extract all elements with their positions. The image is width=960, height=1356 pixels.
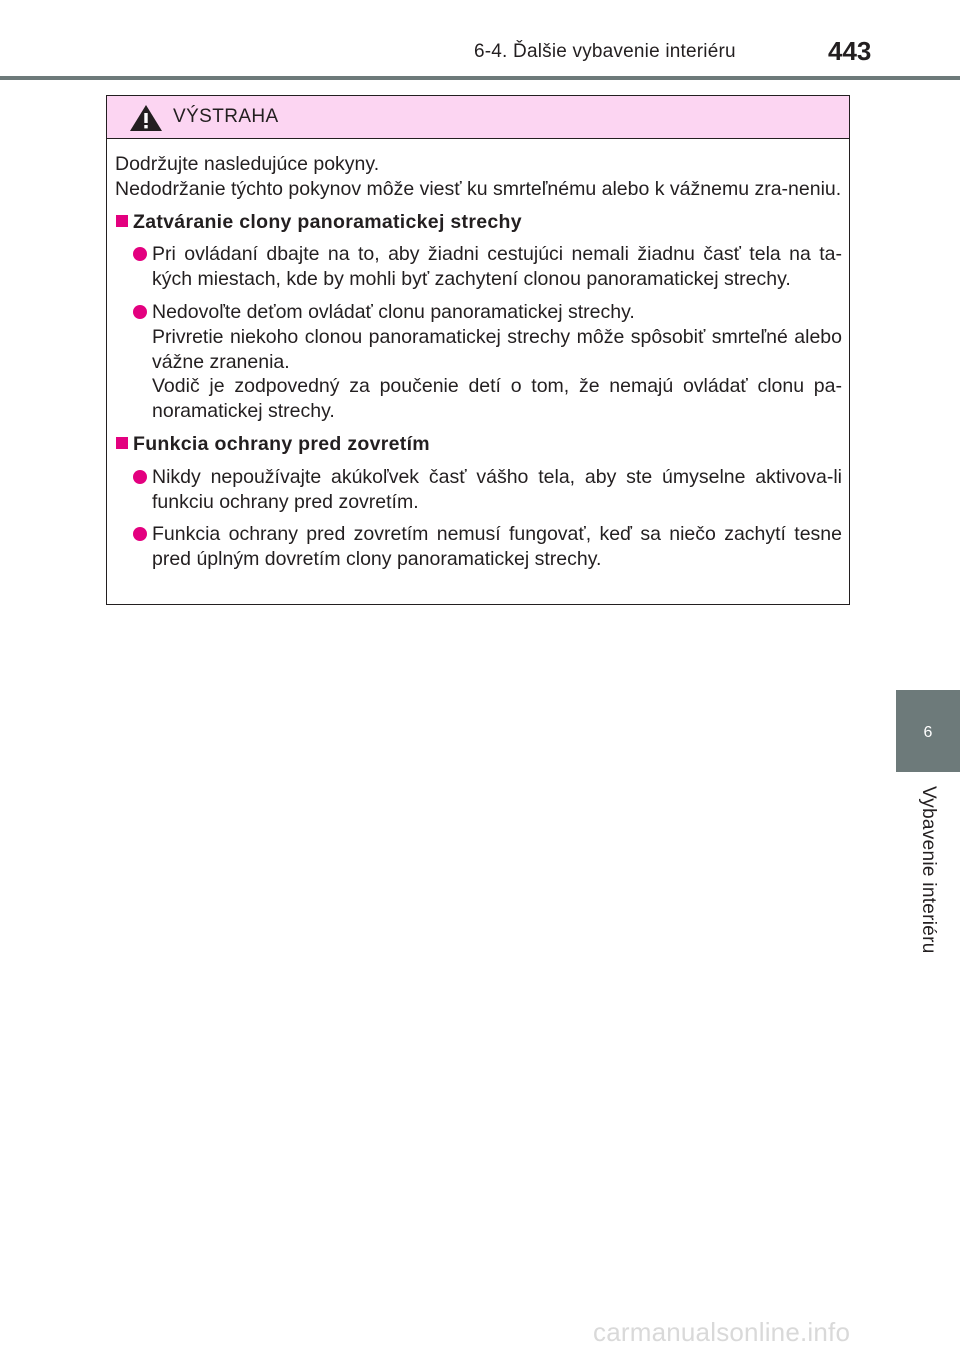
warning-box <box>106 95 850 605</box>
intro-line: Nedodržanie týchto pokynov môže viesť ku smrteľnému alebo k vážnemu zra-neniu. <box>115 177 842 200</box>
chapter-label: Vybavenie interiéru <box>918 786 939 954</box>
intro-line: Dodržujte nasledujúce pokyny. <box>115 153 380 175</box>
section-heading <box>115 432 842 457</box>
warning-triangle-icon <box>129 104 163 132</box>
section-heading <box>115 210 842 235</box>
chapter-tab <box>896 690 960 772</box>
list-item <box>115 465 842 515</box>
circle-bullet-icon <box>133 305 147 319</box>
list-item-text: Nikdy nepoužívajte akúkoľvek časť vášho tela, aby ste úmyselne aktivova-li funkciu ochrany pred zovretím. <box>152 465 842 513</box>
list-item-text: Funkcia ochrany pred zovretím nemusí fungovať, keď sa niečo zachytí tesne pred úplným dovretím clony panoramatickej strechy. <box>152 523 842 571</box>
circle-bullet-icon <box>133 247 147 261</box>
list-item-text: Privretie niekoho clonou panoramatickej strechy môže spôsobiť smrteľné alebo vážne zranenia. <box>152 325 842 373</box>
square-bullet-icon <box>116 215 128 227</box>
page-number: 443 <box>828 36 872 66</box>
square-bullet-icon <box>116 437 128 449</box>
circle-bullet-icon <box>133 527 147 541</box>
section-title: 6-4. Ďalšie vybavenie interiéru <box>474 41 736 62</box>
warning-title: VÝSTRAHA <box>173 106 279 127</box>
watermark: carmanualsonline.info <box>593 1317 851 1347</box>
list-item-text: Vodič je zodpovedný za poučenie detí o tom, že nemajú ovládať clonu pa-noramatickej strechy. <box>152 375 842 423</box>
list-item <box>115 242 842 292</box>
chapter-number: 6 <box>923 724 933 741</box>
list-item <box>115 522 842 572</box>
header-rule <box>0 76 960 80</box>
section-heading-text: Funkcia ochrany pred zovretím <box>133 432 430 455</box>
list-item-text: Pri ovládaní dbajte na to, aby žiadni cestujúci nemali žiadnu časť tela na ta-kých miestach, kde by mohli byť zachytení clonou panoramatickej strechy. <box>152 243 842 291</box>
list-item-text: Nedovoľte deťom ovládať clonu panoramatickej strechy. <box>152 300 635 323</box>
warning-body <box>115 152 842 572</box>
circle-bullet-icon <box>133 470 147 484</box>
section-heading-text: Zatváranie clony panoramatickej strechy <box>133 210 522 233</box>
warning-header <box>107 96 849 139</box>
list-item <box>115 300 842 424</box>
